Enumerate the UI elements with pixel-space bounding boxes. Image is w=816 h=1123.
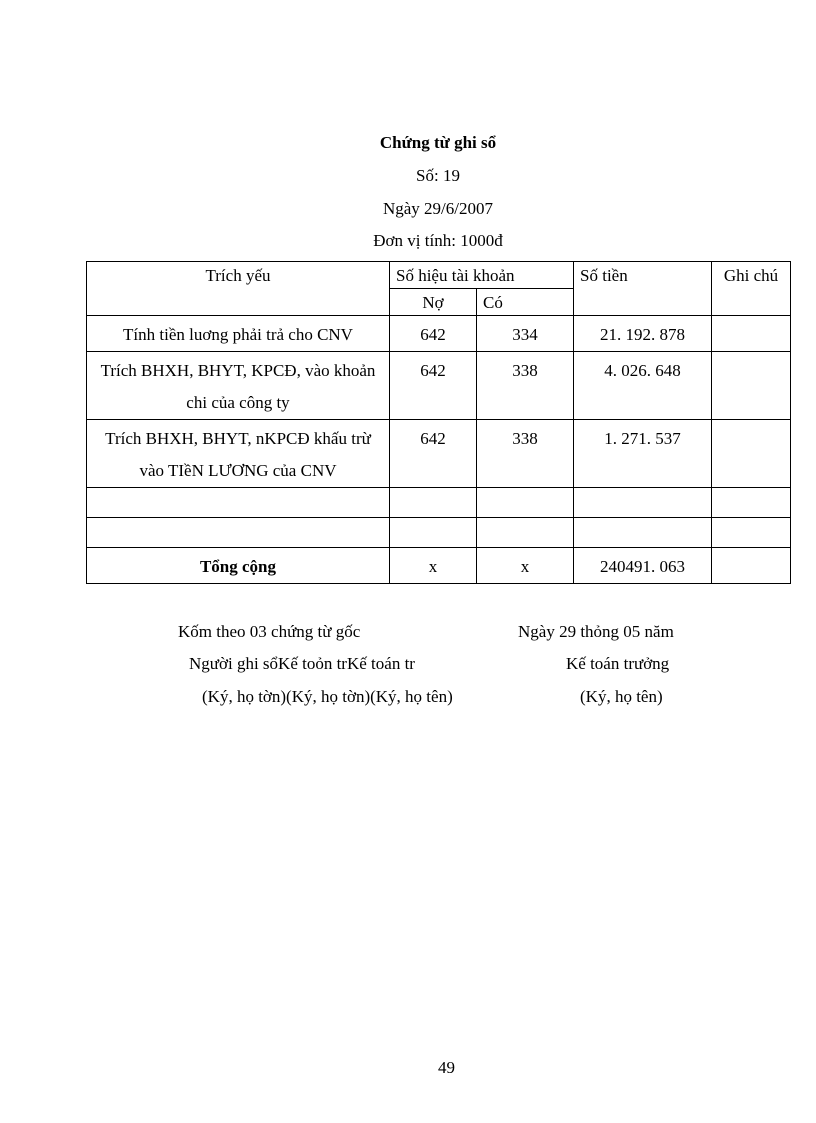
header-credit: Có — [477, 289, 574, 316]
row-amount: 4. 026. 648 — [574, 352, 712, 420]
table-row — [87, 316, 791, 352]
empty-row — [87, 488, 791, 518]
row-amount: 1. 271. 537 — [574, 420, 712, 488]
total-credit: x — [477, 548, 574, 584]
row-debit: 642 — [390, 352, 477, 420]
row-credit: 338 — [477, 352, 574, 420]
row-summary: Trích BHXH, BHYT, KPCĐ, vào khoản chi của công ty — [87, 352, 390, 420]
row-note — [712, 420, 791, 488]
footer-date: Ngày 29 thỏng 05 năm — [518, 622, 674, 641]
row-note — [712, 316, 791, 352]
header-debit: Nợ — [390, 289, 477, 316]
row-debit: 642 — [390, 316, 477, 352]
row-credit: 334 — [477, 316, 574, 352]
empty-row — [87, 518, 791, 548]
attachments-note: Kốm theo 03 chứng từ gốc — [178, 622, 361, 641]
header-summary: Trích yếu — [87, 262, 390, 316]
total-label: Tổng cộng — [87, 548, 390, 584]
signer-chief-accountant: Kế toán trưởng — [566, 654, 670, 673]
document-date: Ngày 29/6/2007 — [382, 199, 494, 218]
signers-left: Người ghi sổKế toỏn trKế toán tr — [189, 654, 415, 673]
header-amount: Số tiền — [574, 262, 712, 316]
row-amount: 21. 192. 878 — [574, 316, 712, 352]
total-note — [712, 548, 791, 584]
table-row — [87, 352, 791, 420]
table-header-row — [87, 262, 791, 289]
row-summary: Trích BHXH, BHYT, nKPCĐ khấu trừ vào TIềN LƯƠNG của CNV — [87, 420, 390, 488]
total-row — [87, 548, 791, 584]
document-number: Số: 19 — [416, 166, 460, 185]
document-title: Chứng từ ghi sổ — [379, 133, 497, 152]
sign-note-left: (Ký, họ tờn)(Ký, họ tờn)(Ký, họ tên) — [202, 687, 453, 706]
row-debit: 642 — [390, 420, 477, 488]
table-row — [87, 420, 791, 488]
page-number: 49 — [438, 1058, 455, 1077]
row-credit: 338 — [477, 420, 574, 488]
unit-label: Đơn vị tính: 1000đ — [373, 231, 503, 250]
header-account: Số hiệu tài khoản — [390, 262, 574, 289]
sign-note-right: (Ký, họ tên) — [580, 687, 663, 706]
row-summary: Tính tiền luơng phải trả cho CNV — [87, 316, 390, 352]
row-note — [712, 352, 791, 420]
total-debit: x — [390, 548, 477, 584]
total-amount: 240491. 063 — [574, 548, 712, 584]
header-note: Ghi chú — [712, 262, 791, 316]
ledger-table — [86, 261, 791, 584]
